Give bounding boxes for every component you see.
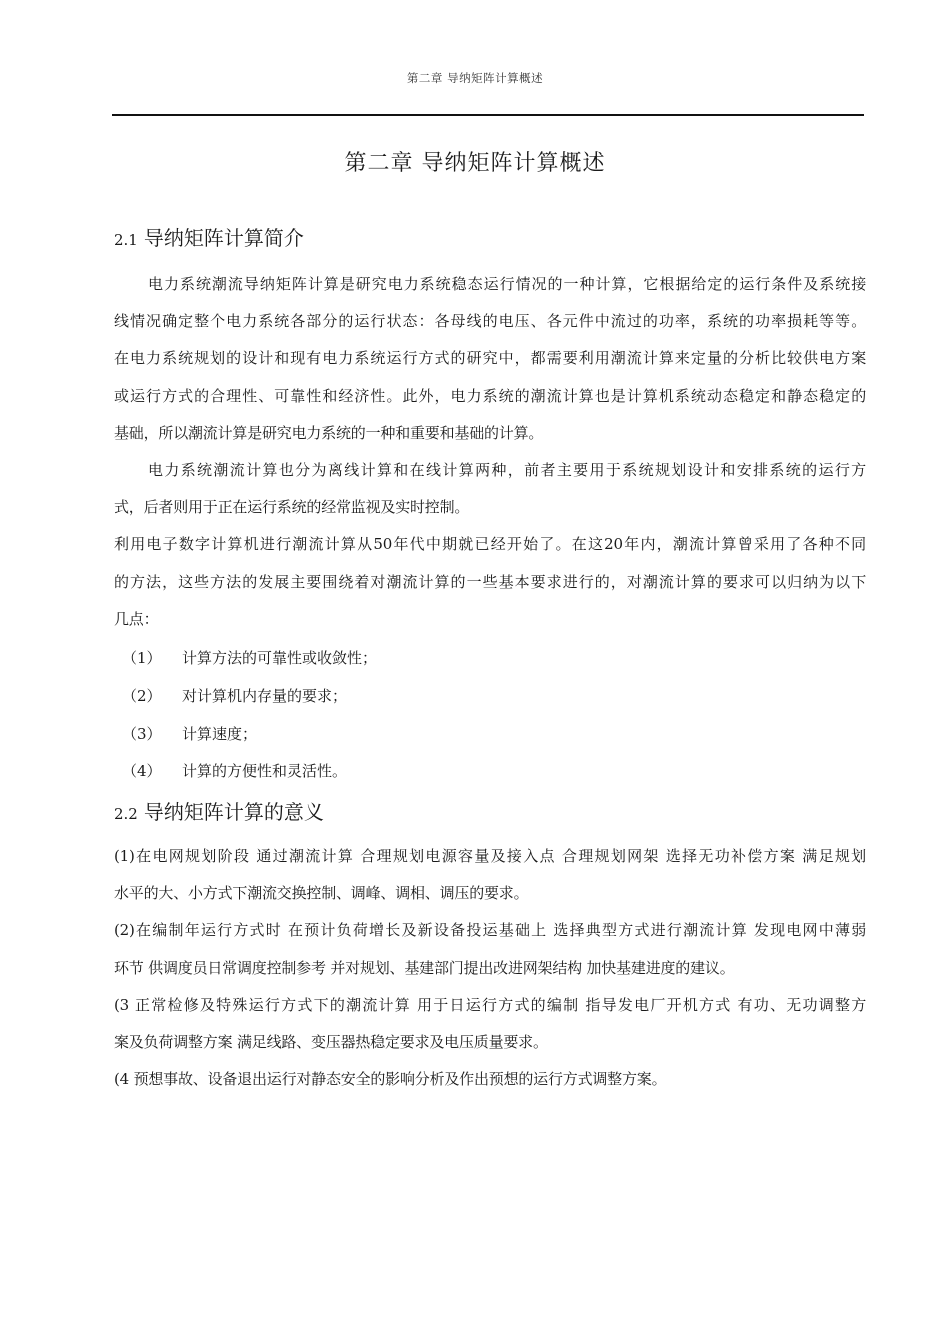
- section-title: 导纳矩阵计算简介: [143, 226, 304, 250]
- list-marker: （3）: [122, 724, 162, 743]
- paragraph-line: (1)在电网规划阶段 通过潮流计算 合理规划电源容量及接入点 合理规划网架 选择无功补偿方案 满足规划: [114, 847, 866, 865]
- requirements-list: [114, 640, 866, 791]
- list-item: [114, 716, 866, 754]
- paragraph-line: 的方法，这些方法的发展主要围绕着对潮流计算的一些基本要求进行的，对潮流计算的要求可以归纳为以下: [114, 572, 866, 591]
- paragraph-line: 基础，所以潮流计算是研究电力系统的一种和重要和基础的计算。: [114, 423, 544, 442]
- paragraph-line: 环节 供调度员日常调度控制参考 并对规划、基建部门提出改进网架结构 加快基建进度的建议。: [114, 958, 735, 977]
- running-header: 第二章 导纳矩阵计算概述: [406, 71, 544, 85]
- list-marker: （4）: [122, 762, 162, 781]
- paragraph-line: 或运行方式的合理性、可靠性和经济性。此外，电力系统的潮流计算也是计算机系统动态稳定和静态稳定的: [114, 386, 866, 405]
- list-item: [114, 678, 866, 716]
- list-marker: （2）: [122, 686, 162, 705]
- list-text: 计算的方便性和灵活性。: [182, 762, 348, 781]
- list-text: 对计算机内存量的要求；: [182, 686, 348, 705]
- paragraph-line: 水平的大、小方式下潮流交换控制、调峰、调相、调压的要求。: [114, 884, 529, 903]
- list-text: 计算方法的可靠性或收敛性；: [182, 649, 378, 667]
- section-2-2-body: [114, 838, 866, 1098]
- header-divider: [112, 114, 864, 116]
- section-number: 2.1: [114, 231, 138, 249]
- list-item: [114, 753, 866, 791]
- paragraph-line: 电力系统潮流计算也分为离线计算和在线计算两种，前者主要用于系统规划设计和安排系统的运行方: [148, 460, 866, 479]
- section-heading-2-1: [114, 222, 304, 251]
- chapter-title: 第二章 导纳矩阵计算概述: [344, 151, 606, 176]
- list-item: [114, 640, 866, 678]
- paragraph-line: 案及负荷调整方案 满足线路、变压器热稳定要求及电压质量要求。: [114, 1032, 548, 1051]
- paragraph-line: (3 正常检修及特殊运行方式下的潮流计算 用于日运行方式的编制 指导发电厂开机方式 有功、无功调整方: [114, 995, 866, 1014]
- section-title: 导纳矩阵计算的意义: [143, 800, 324, 824]
- paragraph-line: 式，后者则用于正在运行系统的经常监视及实时控制。: [114, 498, 470, 517]
- list-text: 计算速度；: [182, 724, 258, 743]
- paragraph-line: 电力系统潮流导纳矩阵计算是研究电力系统稳态运行情况的一种计算，它根据给定的运行条件及系统接: [148, 275, 866, 293]
- section-2-1-body: [114, 266, 866, 638]
- list-marker: （1）: [122, 649, 162, 667]
- paragraph-line: 在电力系统规划的设计和现有电力系统运行方式的研究中，都需要利用潮流计算来定量的分析比较供电方案: [114, 349, 866, 368]
- section-number: 2.2: [114, 805, 138, 823]
- paragraph-line: (2)在编制年运行方式时 在预计负荷增长及新设备投运基础上 选择典型方式进行潮流计算 发现电网中薄弱: [114, 921, 866, 940]
- paragraph-line: 利用电子数字计算机进行潮流计算从50年代中期就已经开始了。在这20年内，潮流计算曾采用了各种不同: [114, 535, 866, 554]
- section-heading-2-2: [114, 796, 324, 825]
- paragraph-line: 几点：: [114, 609, 159, 628]
- paragraph-line: 线情况确定整个电力系统各部分的运行状态：各母线的电压、各元件中流过的功率，系统的功率损耗等等。: [114, 312, 866, 331]
- paragraph-line: (4 预想事故、设备退出运行对静态安全的影响分析及作出预想的运行方式调整方案。: [114, 1070, 667, 1089]
